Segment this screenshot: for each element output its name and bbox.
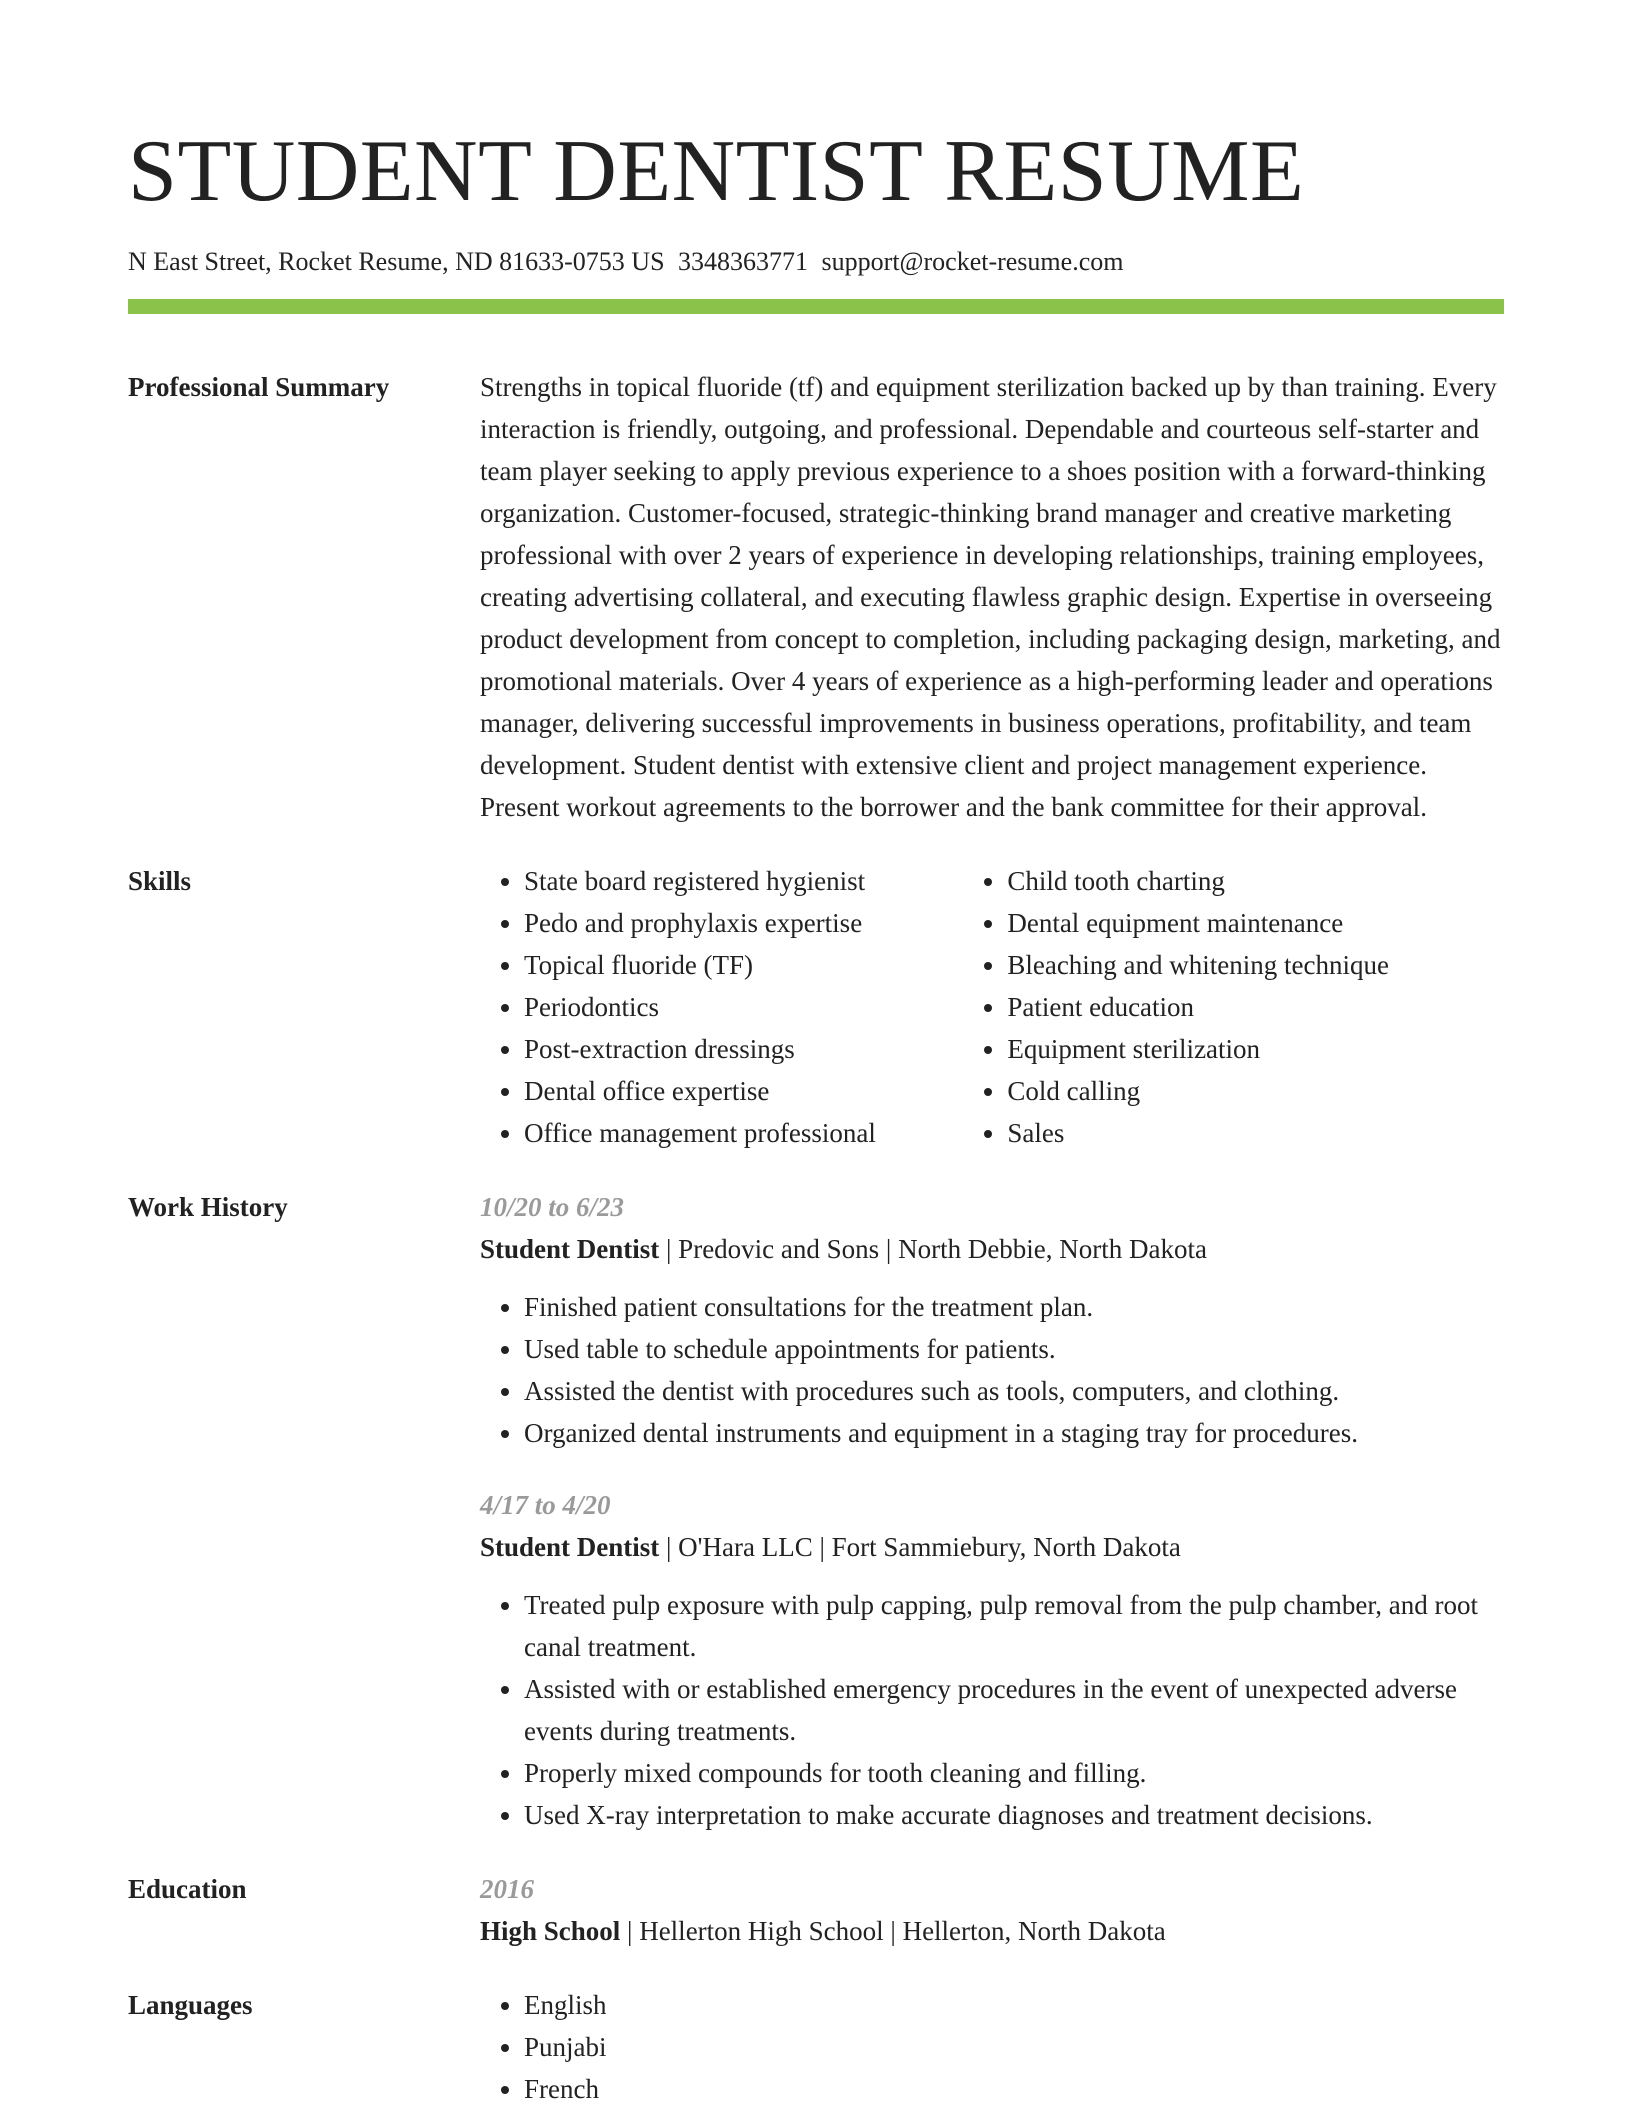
work-heading: Work History <box>128 1192 288 1222</box>
work-section <box>128 1186 1504 1836</box>
contact-email: support@rocket-resume.com <box>821 247 1124 276</box>
job-title-line <box>480 1526 1504 1568</box>
job-duty: • Used table to schedule appointments for patients. <box>524 1328 1504 1370</box>
job-entry <box>480 1484 1504 1836</box>
job-title-line <box>480 1228 1504 1270</box>
job-role: Student Dentist <box>480 1532 660 1562</box>
job-duty: • Assisted with or established emergency procedures in the event of unexpected adverse events during treatments. <box>524 1668 1504 1752</box>
skill-item: • Child tooth charting <box>1007 860 1504 902</box>
summary-body <box>480 366 1504 828</box>
education-details: | Hellerton High School | Hellerton, North Dakota <box>620 1916 1166 1946</box>
job-role: Student Dentist <box>480 1234 660 1264</box>
job-duty: • Organized dental instruments and equipment in a staging tray for procedures. <box>524 1412 1504 1454</box>
contact-address: N East Street, Rocket Resume, ND 81633-0753 US <box>128 247 665 276</box>
job-duty: • Properly mixed compounds for tooth cleaning and filling. <box>524 1752 1504 1794</box>
header-divider <box>128 299 1504 314</box>
skill-item: • Sales <box>1007 1112 1504 1154</box>
skills-heading: Skills <box>128 866 192 896</box>
job-duty: • Treated pulp exposure with pulp capping, pulp removal from the pulp chamber, and root canal treatment. <box>524 1584 1504 1668</box>
skill-item: • Bleaching and whitening technique <box>1007 944 1504 986</box>
skill-item: • Equipment sterilization <box>1007 1028 1504 1070</box>
work-body <box>480 1186 1504 1836</box>
education-year: 2016 <box>480 1874 534 1904</box>
skills-section <box>128 860 1504 1154</box>
skill-item: • Dental equipment maintenance <box>1007 902 1504 944</box>
skill-item: • State board registered hygienist <box>524 860 963 902</box>
job-details: | Predovic and Sons | North Debbie, North Dakota <box>659 1234 1207 1264</box>
languages-body <box>480 1984 1504 2110</box>
job-duties <box>480 1286 1504 1454</box>
job-dates: 4/17 to 4/20 <box>480 1490 611 1520</box>
skills-column-2 <box>963 860 1504 1154</box>
job-dates: 10/20 to 6/23 <box>480 1192 625 1222</box>
language-item: • French <box>524 2068 1504 2110</box>
education-body <box>480 1868 1504 1952</box>
contact-line <box>128 246 1504 278</box>
skill-item: • Office management professional <box>524 1112 963 1154</box>
summary-text: Strengths in topical fluoride (tf) and equipment sterilization backed up by than training. Every interaction is friendly, outgoing, and professional. Dependable and courteous self-starter and team player seeking to apply previous experience to a shoes position with a forward-thinking organization. Customer-focused, strategic-thinking brand manager and creative marketing professional with over 2 years of experience in developing relationships, training employees, creating advertising collateral, and executing flawless graphic design. Expertise in overseeing product development from concept to completion, including packaging design, marketing, and promotional materials. Over 4 years of experience as a high-performing leader and operations manager, delivering successful improvements in business operations, profitability, and team development. Student dentist with extensive client and project management experience. Present workout agreements to the borrower and the bank committee for their approval. <box>480 372 1501 822</box>
job-entry <box>480 1186 1504 1454</box>
language-item: • Punjabi <box>524 2026 1504 2068</box>
contact-phone: 3348363771 <box>678 247 809 276</box>
skill-item: • Cold calling <box>1007 1070 1504 1112</box>
resume-page <box>128 120 1504 2110</box>
education-degree: High School <box>480 1916 621 1946</box>
skill-item: • Periodontics <box>524 986 963 1028</box>
job-duty: • Assisted the dentist with procedures such as tools, computers, and clothing. <box>524 1370 1504 1412</box>
summary-section <box>128 366 1504 828</box>
job-details: | O'Hara LLC | Fort Sammiebury, North Dakota <box>659 1532 1181 1562</box>
education-section <box>128 1868 1504 1952</box>
languages-list <box>480 1984 1504 2110</box>
language-item: • English <box>524 1984 1504 2026</box>
languages-section <box>128 1984 1504 2110</box>
resume-title: STUDENT DENTIST RESUME <box>128 123 1305 220</box>
languages-heading: Languages <box>128 1990 253 2020</box>
skill-item: • Topical fluoride (TF) <box>524 944 963 986</box>
skills-body <box>480 860 1504 1154</box>
skill-item: • Pedo and prophylaxis expertise <box>524 902 963 944</box>
job-duty: • Finished patient consultations for the treatment plan. <box>524 1286 1504 1328</box>
skill-item: • Post-extraction dressings <box>524 1028 963 1070</box>
skill-item: • Dental office expertise <box>524 1070 963 1112</box>
job-duties <box>480 1584 1504 1836</box>
education-heading: Education <box>128 1874 247 1904</box>
summary-heading: Professional Summary <box>128 372 390 402</box>
skills-column-1 <box>480 860 963 1154</box>
job-duty: • Used X-ray interpretation to make accurate diagnoses and treatment decisions. <box>524 1794 1504 1836</box>
education-line <box>480 1910 1504 1952</box>
skill-item: • Patient education <box>1007 986 1504 1028</box>
